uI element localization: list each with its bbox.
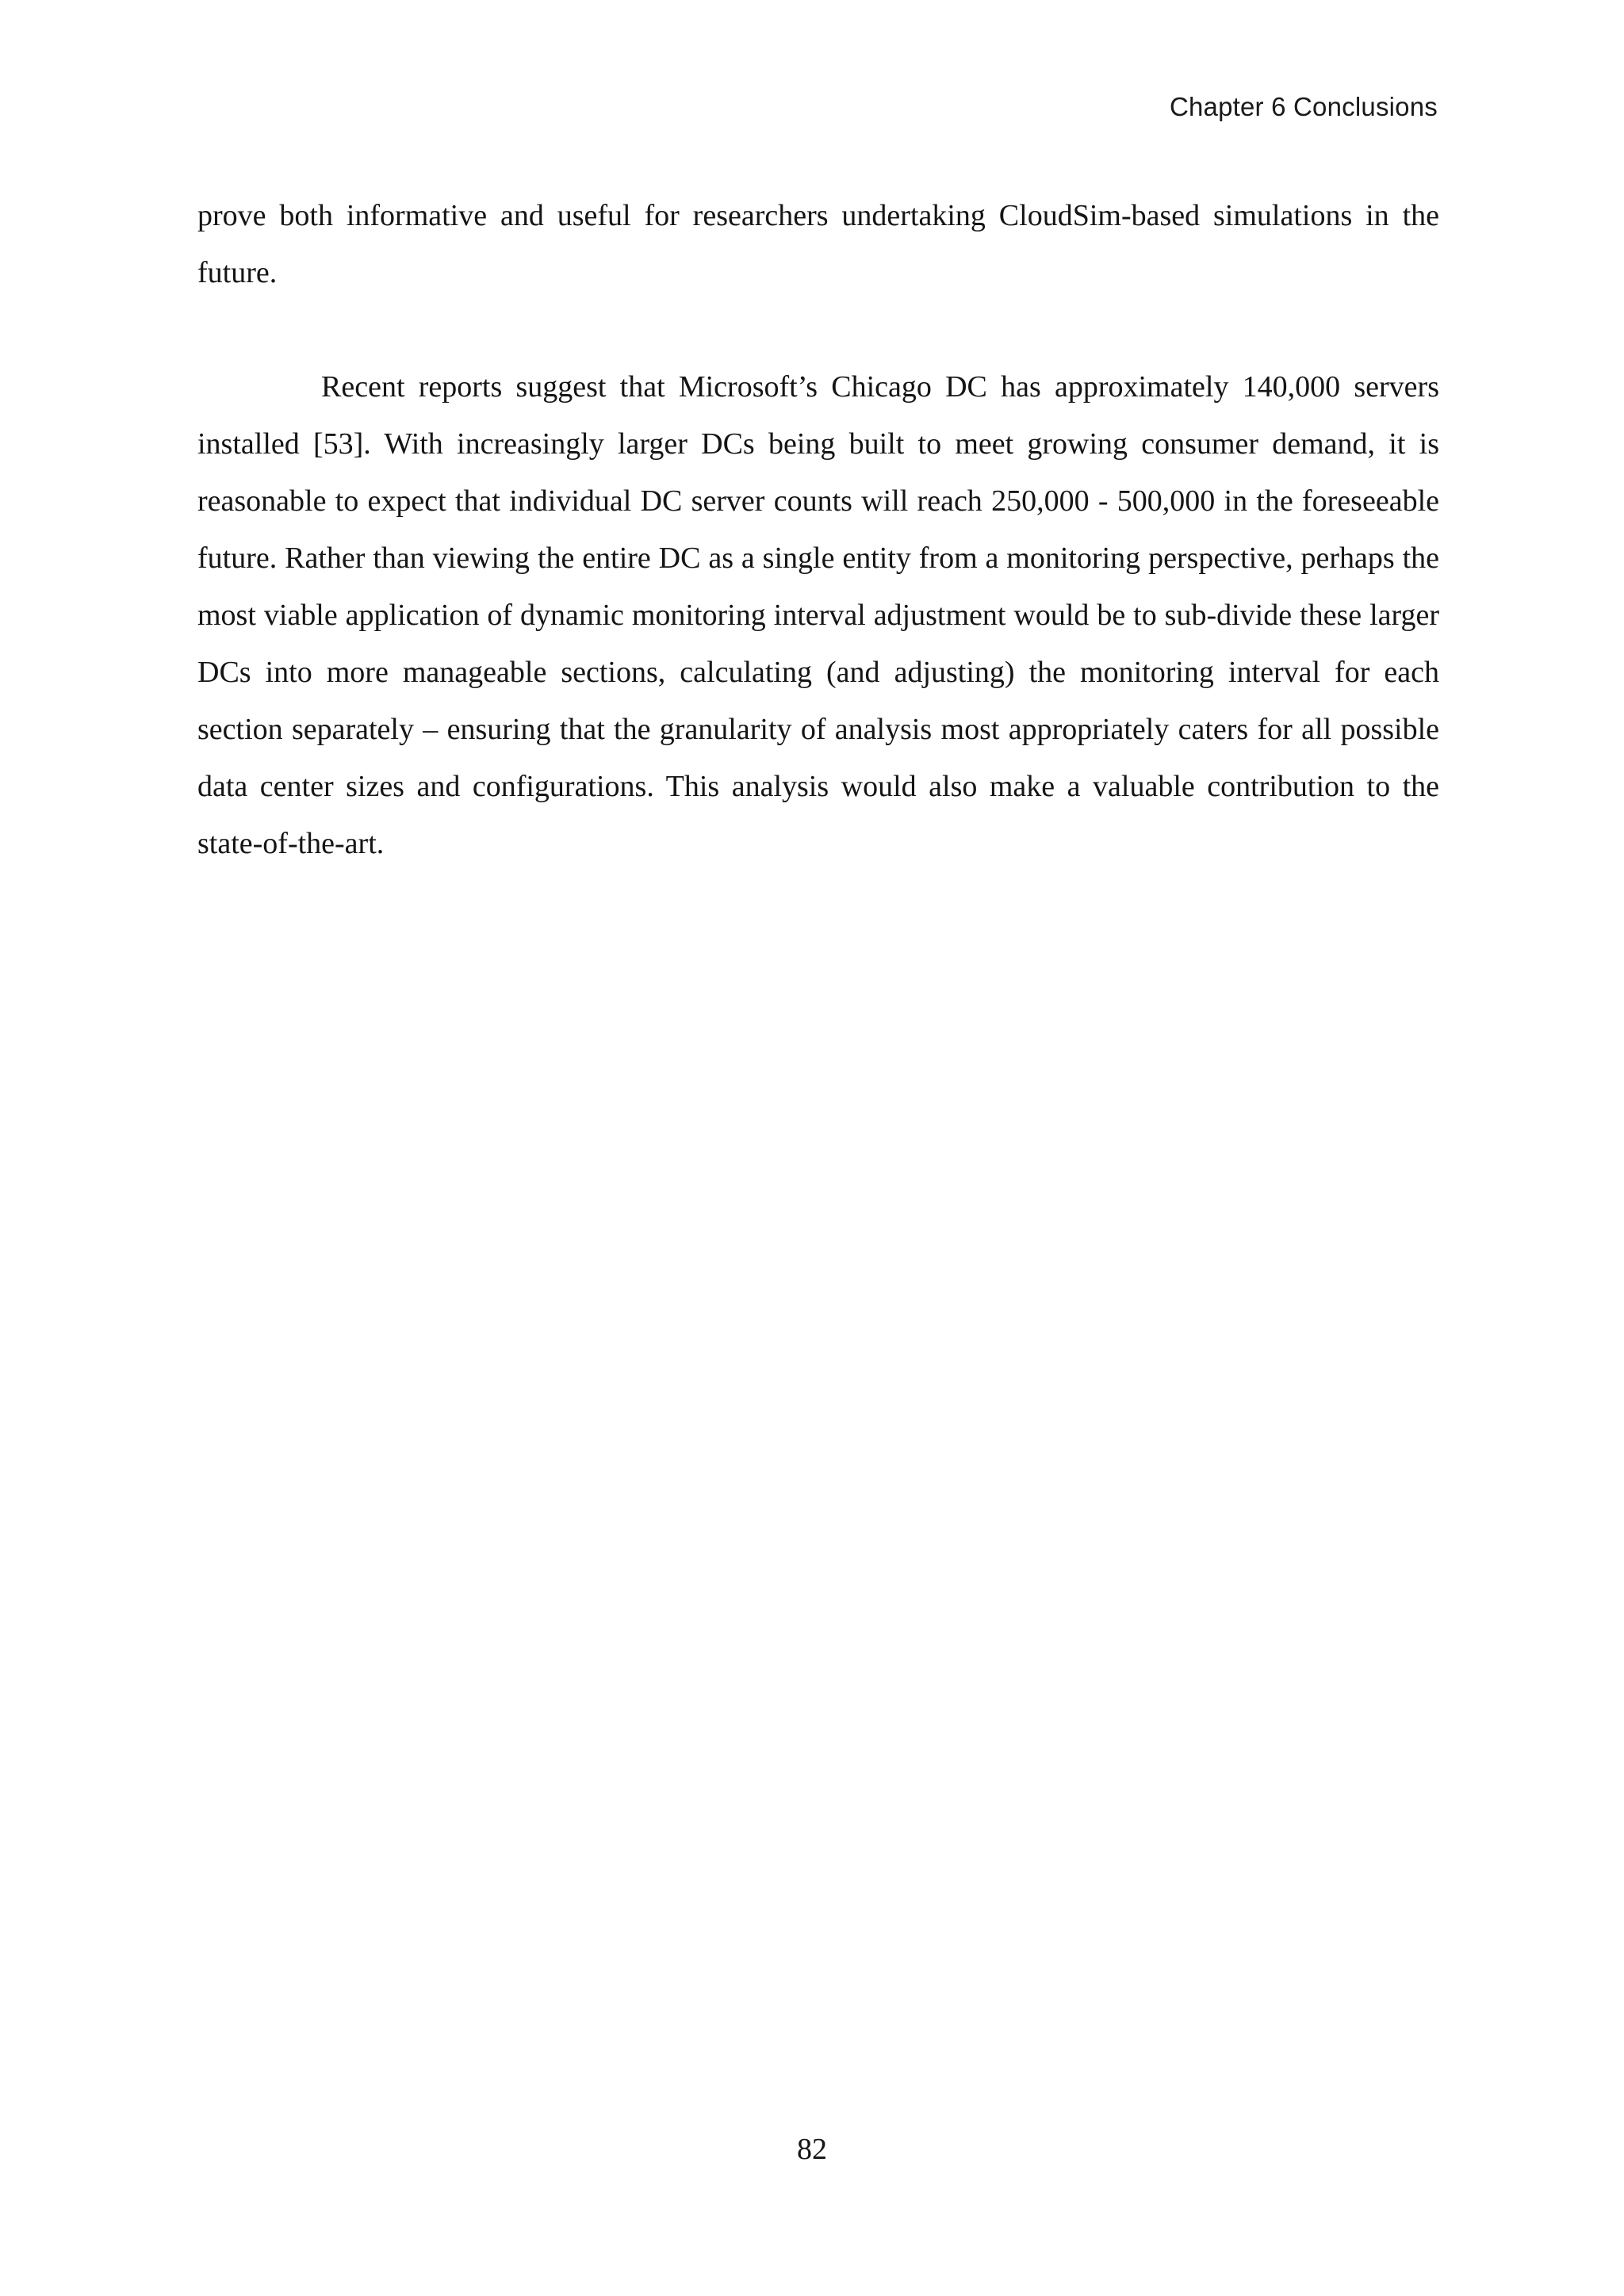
- body-paragraph-datacenter-monitoring: Recent reports suggest that Microsoft’s Chicago DC has approximately 140,000 servers installed [53]. With increasingly larger DCs being built to meet growing consumer demand, it is reasonable to expect that individual DC server counts will reach 250,000 - 500,000 in the foreseeable future. Rather than viewing the entire DC as a single entity from a monitoring perspective, perhaps the most viable application of dynamic monitoring interval adjustment would be to sub-divide these larger DCs into more manageable sections, calculating (and adjusting) the monitoring interval for each section separately – ensuring that the granularity of analysis most appropriately caters for all possible data center sizes and configurations. This analysis would also make a valuable contribution to the state-of-the-art.: [197, 370, 1439, 860]
- page-number: 82: [797, 2133, 827, 2166]
- running-header: Chapter 6 Conclusions: [1169, 92, 1438, 121]
- body-paragraph-continuation: prove both informative and useful for researchers undertaking CloudSim-based simulations in the future.: [197, 199, 1439, 289]
